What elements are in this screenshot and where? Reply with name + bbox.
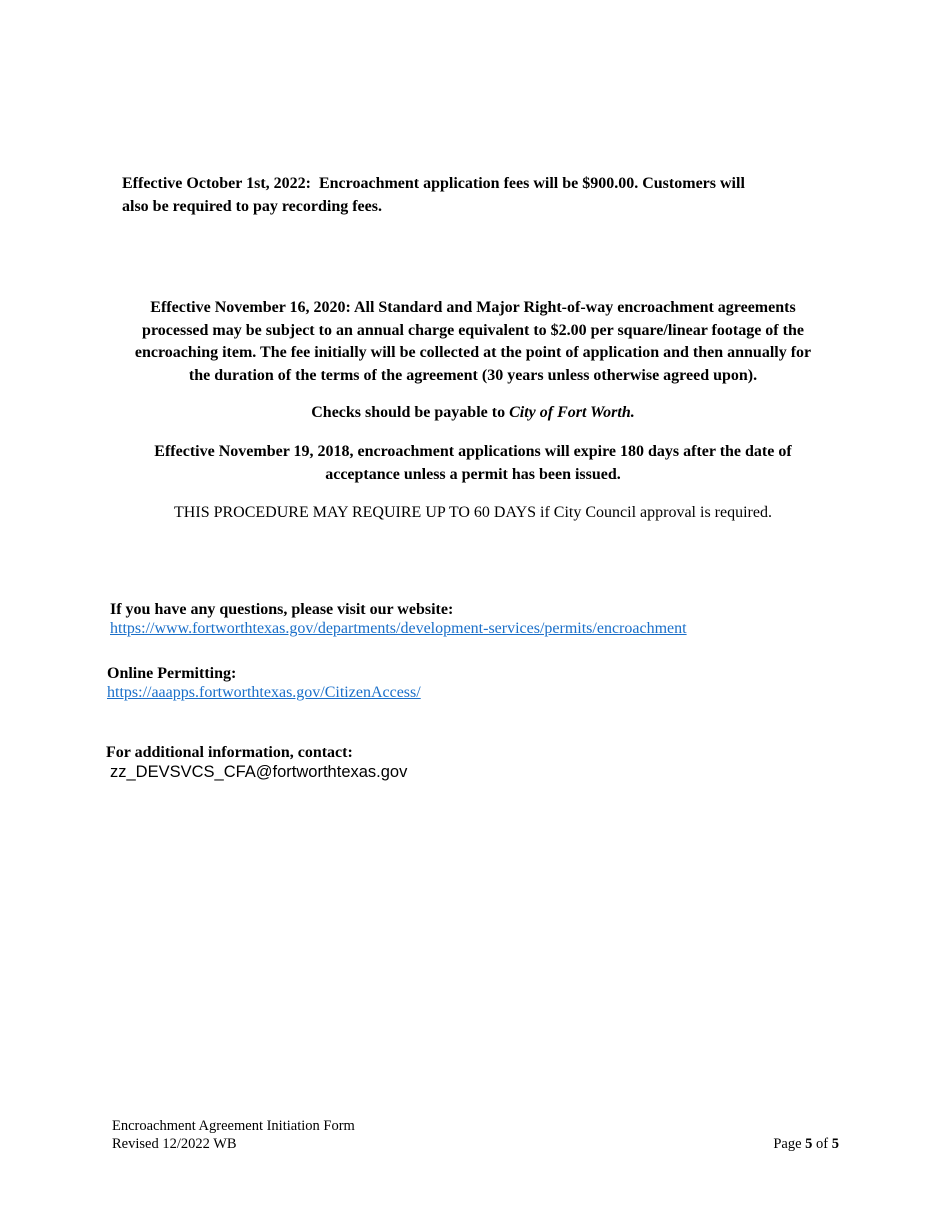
page-current: 5 bbox=[805, 1136, 813, 1152]
fee-notice-oct-2022-line1: Effective October 1st, 2022: Encroachment application fees will be $900.00. Customers will bbox=[122, 175, 745, 192]
expiration-notice-nov-2018 bbox=[95, 441, 851, 486]
annual-charge-notice-line2: processed may be subject to an annual charge equivalent to $2.00 per square/linear footage of the bbox=[142, 321, 804, 339]
procedure-duration-notice: THIS PROCEDURE MAY REQUIRE UP TO 60 DAYS if City Council approval is required. bbox=[174, 504, 772, 521]
checks-payable-notice bbox=[95, 402, 851, 425]
annual-charge-notice-nov-2020 bbox=[95, 297, 851, 387]
expiration-notice-line1: Effective November 19, 2018, encroachment applications will expire 180 days after the date of bbox=[154, 443, 792, 460]
expiration-notice-line2: acceptance unless a permit has been issued. bbox=[325, 465, 621, 483]
annual-charge-notice-line3: encroaching item. The fee initially will be collected at the point of application and then annually for bbox=[134, 344, 812, 361]
fee-notice-oct-2022 bbox=[122, 173, 842, 218]
contact-email: zz_DEVSVCS_CFA@fortworthtexas.gov bbox=[110, 763, 408, 781]
page-of: of bbox=[812, 1136, 832, 1152]
footer-form-info bbox=[112, 1117, 512, 1153]
online-permitting-link[interactable]: https://aaapps.fortworthtexas.gov/CitizenAccess/ bbox=[107, 684, 421, 701]
checks-payable-payee: City of Fort Worth. bbox=[509, 404, 635, 421]
annual-charge-notice-line1: Effective November 16, 2020: All Standard and Major Right-of-way encroachment agreements bbox=[150, 299, 796, 316]
page-number bbox=[773, 1135, 839, 1153]
page-total: 5 bbox=[831, 1136, 839, 1152]
additional-info-label: For additional information, contact: bbox=[106, 744, 353, 761]
fee-notice-oct-2022-line2: also be required to pay recording fees. bbox=[122, 197, 382, 215]
checks-payable-prefix: Checks should be payable to bbox=[311, 404, 510, 421]
questions-label: If you have any questions, please visit our website: bbox=[110, 601, 454, 618]
footer-revision: Revised 12/2022 WB bbox=[112, 1136, 237, 1152]
website-link[interactable]: https://www.fortworthtexas.gov/departments/development-services/permits/encroachment bbox=[110, 620, 687, 637]
page-word: Page bbox=[773, 1136, 806, 1152]
annual-charge-notice-line4: the duration of the terms of the agreement (30 years unless otherwise agreed upon). bbox=[188, 366, 758, 384]
footer-form-title: Encroachment Agreement Initiation Form bbox=[112, 1118, 355, 1134]
online-permitting-label: Online Permitting: bbox=[107, 665, 237, 682]
